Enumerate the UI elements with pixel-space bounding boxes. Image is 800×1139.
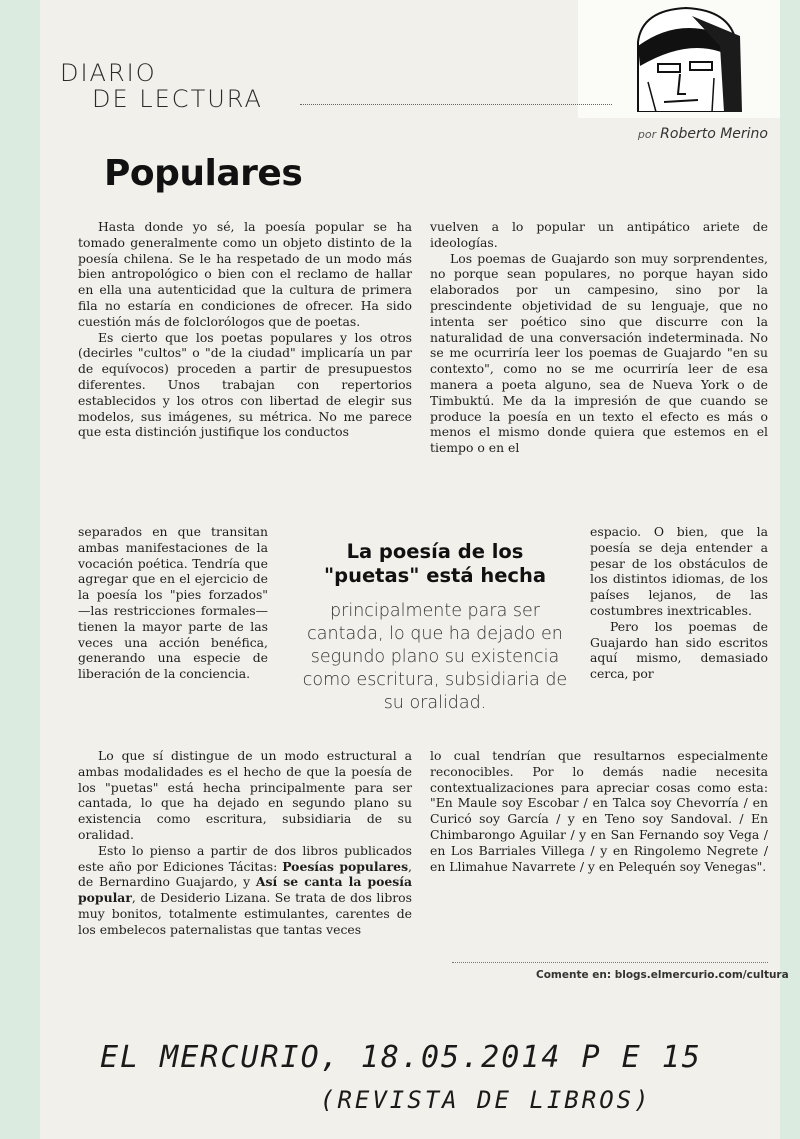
section-label — [60, 60, 263, 112]
article-title: Populares — [104, 153, 303, 194]
cartoon-head-illustration — [628, 2, 748, 112]
book-title: Así se canta la poesía popular — [78, 874, 412, 906]
byline-author: Roberto Merino — [660, 126, 768, 142]
article-column-1 — [78, 219, 412, 440]
paragraph: Pero los poemas de Guajardo han sido escritos aquí mismo, demasiado cerca, por — [590, 618, 768, 682]
paragraph: Los poemas de Guajardo son muy sorprendentes, no porque sean populares, no porque hayan sido elaborados por un campesino, sino por la prescindente objetividad de su lenguaje, que no intenta ser poético sino que discurre con la naturalidad de una conversación indeterminada. No se me ocurriría leer los poemas de Guajardo "en su contexto", como no se me ocurriría leer de esa manera a poeta alguno, sea de Nueva York o de Timbuktú. Me da la impresión de que cuando se produce la poesía en un texto el efecto es más o menos el mismo donde quiera que estemos en el tiempo o en el — [430, 250, 768, 456]
article-column-2 — [430, 219, 768, 456]
paragraph: separados en que transitan ambas manifestaciones de la vocación poética. Tendría que agregar que en el ejercicio de la poesía los "pies forzados" —las restricciones formales— tienen la mayor parte de las veces una acción benéfica, generando una especie de liberación de la conciencia. — [78, 524, 268, 682]
paragraph: vuelven a lo popular un antipático ariete de ideologías. — [430, 219, 768, 250]
paragraph — [78, 843, 412, 938]
handwritten-citation-section: (REVISTA DE LIBROS) — [320, 1086, 652, 1114]
pull-quote-body: principalmente para ser cantada, lo que ha dejado en segundo plano su existencia como escritura, subsidiaria de su oralidad. — [302, 601, 568, 713]
paragraph: Es cierto que los poetas populares y los otros (decirles "cultos" o "de la ciudad" implicaría un par de equívocos) proceden a partir de presupuestos diferentes. Unos trabajan con repertorios establecidos y los otros con libertad de elegir sus modelos, sus imágenes, su métrica. No me parece que esta distinción justifique los conductos — [78, 329, 412, 440]
source-rule — [452, 962, 768, 963]
text-run: Esto lo pienso a partir de dos libros publicados este año por Ediciones Tácitas: — [78, 842, 412, 874]
pull-quote-heading: La poesía de los "puetas" está hecha — [323, 540, 547, 587]
source-note: Comente en: blogs.elmercurio.com/cultura — [536, 969, 789, 981]
article-column-1-narrow — [78, 524, 268, 682]
text-run: , de Bernardino Guajardo, y — [78, 858, 412, 890]
section-label-line1: DIARIO — [60, 59, 157, 87]
article-column-2-narrow — [590, 524, 768, 682]
text-run: , de Desiderio Lizana. Se trata de dos libros muy bonitos, totalmente estimulantes, carentes de los embelecos paternalistas que tantas veces — [78, 890, 412, 937]
section-rule — [300, 104, 612, 105]
paragraph: Hasta donde yo sé, la poesía popular se ha tomado generalmente como un objeto distinto de la poesía chilena. Se le ha respetado de un modo más bien antropológico o bien con el reclamo de hallar en ella una autenticidad que la cultura de primera fila no estaría en condiciones de ofrecer. Ha sido cuestión más de folclorólogos que de poetas. — [78, 219, 412, 329]
byline-prefix: por — [637, 128, 657, 141]
article-column-2-lower — [430, 748, 768, 874]
paragraph: espacio. O bien, que la poesía se deja entender a pesar de los obstáculos de los distintos idiomas, de los países lejanos, de las costumbres inextricables. — [590, 524, 768, 618]
book-title: Poesías populares — [282, 858, 409, 874]
paragraph: Lo que sí distingue de un modo estructural a ambas modalidades es el hecho de que la poesía de los "puetas" está hecha principalmente para ser cantada, lo que ha dejado en segundo plano su existencia como escritura, subsidiaria de su oralidad. — [78, 748, 412, 842]
handwritten-citation: EL MERCURIO, 18.05.2014 P E 15 — [100, 1040, 702, 1075]
paragraph: lo cual tendrían que resultarnos especialmente reconocibles. Por lo demás nadie necesita contextualizaciones para apreciar cosas como esta: "En Maule soy Escobar / en Talca soy Chevorría / en Curicó soy García / y en Teno soy Sandoval. / En Chimbarongo Aguilar / y en San Fernando soy Vega / en Los Barriales Villega / y en Ringolemo Negrete / en Llimahue Navarrete / y en Pelequén soy Venegas". — [430, 748, 768, 874]
section-label-line2: DE LECTURA — [92, 85, 263, 113]
article-column-1-lower — [78, 748, 412, 938]
byline — [638, 126, 768, 142]
